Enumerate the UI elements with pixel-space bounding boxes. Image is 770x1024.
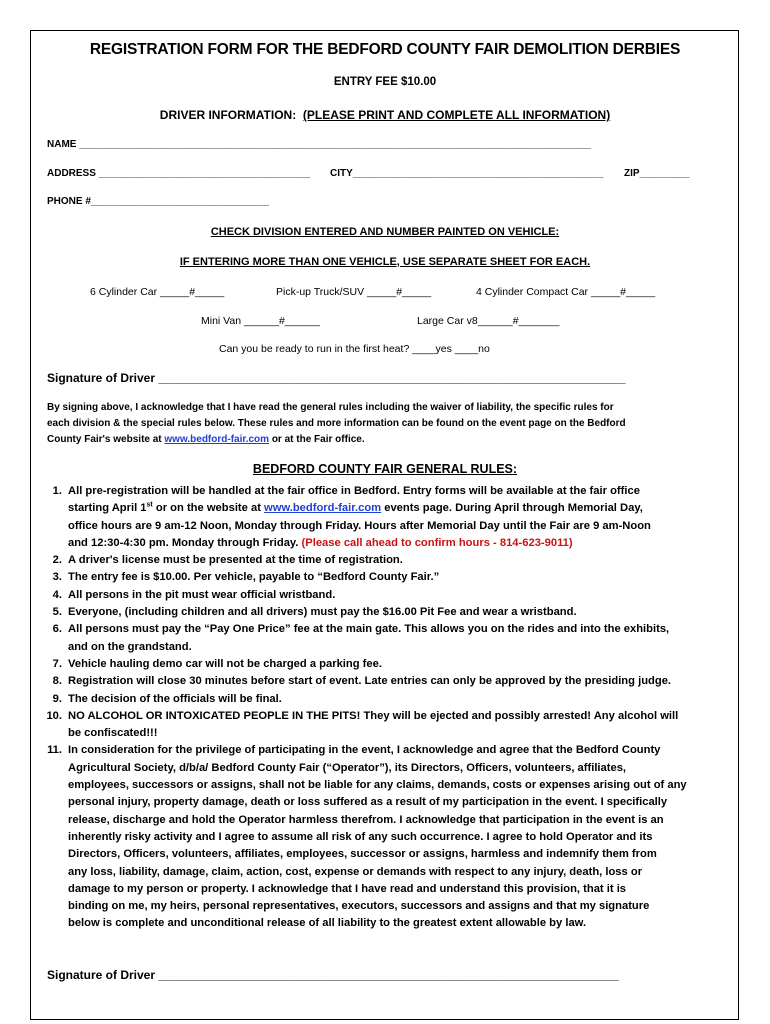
pickup-option[interactable]: Pick-up Truck/SUV _____#_____ [276, 286, 432, 298]
rule-text-part: events page. During April through Memorial Day, [381, 502, 643, 515]
rule-item [40, 673, 730, 690]
waiver-text: any loss, liability, damage, claim, action, cost, expense or demands with respect to any injury, death, loss or [68, 865, 643, 878]
rule-text: office hours are 9 am-12 Noon, Monday through Friday. Hours after Memorial Day until the Fair are 9 am-Noon [68, 519, 651, 532]
waiver-text: In consideration for the privilege of participating in the event, I acknowledge and agree that the Bedford County [68, 744, 661, 757]
rule-text: The entry fee is $10.00. Per vehicle, payable to “Bedford County Fair.” [68, 571, 440, 584]
rule-item [40, 587, 730, 604]
waiver-text: Agricultural Society, d/b/a/ Bedford County Fair (“Operator”), its Directors, Officers, volunteers, affiliates, [68, 761, 627, 774]
ack-line-3 [47, 432, 707, 448]
general-rules-heading: BEDFORD COUNTY FAIR GENERAL RULES: [252, 462, 518, 476]
rule-text: All pre-registration will be handled at the fair office in Bedford. Entry forms will be available at the fair office [68, 485, 640, 497]
rule-item [40, 569, 730, 586]
ack-text: County Fair's website at [47, 434, 165, 445]
waiver-text: below is complete and unconditional release of all liability to the greatest extent allowable by law. [68, 917, 587, 930]
rule-number: 11. [47, 744, 62, 757]
driver-signature-line-2[interactable]: Signature of Driver _____________________________________________________________________ [47, 968, 619, 982]
rule-number: 10. [46, 709, 62, 722]
rule-number: 1. [52, 485, 62, 497]
rule-text [68, 500, 730, 517]
zip-field[interactable]: ZIP_________ [624, 168, 690, 179]
rule-text-part: starting April 1 [68, 502, 147, 515]
waiver-text: personal injury, property damage, death or loss suffered as a result of my participation in the event. I specifically [68, 796, 668, 809]
driver-info-note: (PLEASE PRINT AND COMPLETE ALL INFORMATION) [302, 108, 611, 122]
rule-item [40, 742, 730, 932]
ack-line-1: By signing above, I acknowledge that I have read the general rules including the waiver of liability, the specific rules for [47, 402, 614, 413]
waiver-text: binding on me, my heirs, personal representatives, executors, successors and assigns and that my signature [68, 900, 650, 913]
waiver-text: damage to my person or property. I acknowledge that I have read and understand this provision, that it is [68, 882, 627, 895]
form-title: REGISTRATION FORM FOR THE BEDFORD COUNTY FAIR DEMOLITION DERBIES [89, 41, 681, 58]
rule-item [40, 691, 730, 708]
minivan-option[interactable]: Mini Van ______#______ [201, 315, 320, 327]
rule-item [40, 604, 730, 621]
rule-text: Vehicle hauling demo car will not be charged a parking fee. [68, 657, 382, 670]
rule-text: The decision of the officials will be final. [68, 692, 282, 705]
rule-text: and on the grandstand. [68, 640, 192, 653]
rule-number: 6. [52, 623, 62, 636]
general-rules-list [40, 483, 730, 933]
rule-number: 3. [52, 571, 62, 584]
acknowledgement-paragraph [47, 400, 707, 448]
rule-item [40, 483, 730, 552]
ack-text-end: or at the Fair office. [269, 434, 365, 445]
rule-text-part: or on the website at [152, 502, 265, 515]
separate-sheet-note: IF ENTERING MORE THAN ONE VEHICLE, USE SEPARATE SHEET FOR EACH. [179, 256, 591, 268]
rule-number: 9. [52, 692, 62, 705]
rule-website-link[interactable]: www.bedford-fair.com [264, 502, 382, 515]
ack-line-2: each division & the special rules below. These rules and more information can be found on the event page on the Bedford [47, 418, 626, 429]
six-cylinder-option[interactable]: 6 Cylinder Car _____#_____ [90, 286, 225, 298]
address-field[interactable]: ADDRESS ______________________________________ [47, 168, 311, 179]
rule-text-part: and 12:30-4:30 pm. Monday through Friday. [68, 536, 302, 549]
rule-text: All persons must pay the “Pay One Price” fee at the main gate. This allows you on the rides and into the exhibits, [68, 623, 670, 636]
compact-option[interactable]: 4 Cylinder Compact Car _____#_____ [476, 286, 656, 298]
rule-number: 2. [52, 554, 62, 567]
rule-text: Registration will close 30 minutes before start of event. Late entries can only be approved by the presiding judge. [68, 675, 672, 688]
driver-info-heading [0, 108, 770, 122]
superscript: st [146, 501, 153, 509]
division-heading: CHECK DIVISION ENTERED AND NUMBER PAINTED ON VEHICLE: [210, 226, 560, 238]
first-heat-question[interactable]: Can you be ready to run in the first heat? ____yes ____no [219, 343, 490, 355]
rule-text: A driver's license must be presented at the time of registration. [68, 554, 403, 567]
waiver-text: Directors, Officers, volunteers, affiliates, employees, successor or assigns, harmless and indemnify them from [68, 848, 657, 861]
rule-item [40, 708, 730, 743]
waiver-text: inherently risky activity and I agree to assume all risk of any such occurrence. I agree to hold Operator and its [68, 830, 653, 843]
rule-item [40, 621, 730, 656]
rule-text: All persons in the pit must wear official wristband. [68, 588, 336, 601]
rule-number: 8. [52, 675, 62, 688]
large-car-option[interactable]: Large Car v8______#_______ [417, 315, 560, 327]
rule-text [68, 535, 730, 552]
waiver-text: release, discharge and hold the Operator harmless therefrom. I acknowledge that participation in the event is an [68, 813, 664, 826]
waiver-text: employees, successors or assigns, shall not be liable for any claims, demands, costs or expenses arising out of any [68, 779, 687, 792]
rule-number: 5. [52, 606, 62, 619]
entry-fee: ENTRY FEE $10.00 [333, 76, 437, 88]
rule-text: be confiscated!!! [68, 727, 158, 740]
rule-text: NO ALCOHOL OR INTOXICATED PEOPLE IN THE PITS! They will be ejected and possibly arrested! Any alcohol will [68, 709, 679, 722]
rule-item [40, 656, 730, 673]
rule-number: 4. [52, 588, 62, 601]
call-ahead-note: (Please call ahead to confirm hours - 814-623-9011) [301, 536, 573, 549]
driver-info-label: DRIVER INFORMATION: [159, 108, 297, 122]
fair-website-link[interactable]: www.bedford-fair.com [164, 434, 270, 445]
rule-item [40, 552, 730, 569]
rule-text: Everyone, (including children and all drivers) must pay the $16.00 Pit Fee and wear a wristband. [68, 606, 577, 619]
phone-field[interactable]: PHONE #________________________________ [47, 196, 269, 207]
driver-signature-line-1[interactable]: Signature of Driver ______________________________________________________________________ [47, 371, 626, 385]
name-field[interactable]: NAME ____________________________________________________________________________________________ [47, 139, 591, 150]
rule-number: 7. [52, 657, 62, 670]
city-field[interactable]: CITY_____________________________________________ [330, 168, 604, 179]
